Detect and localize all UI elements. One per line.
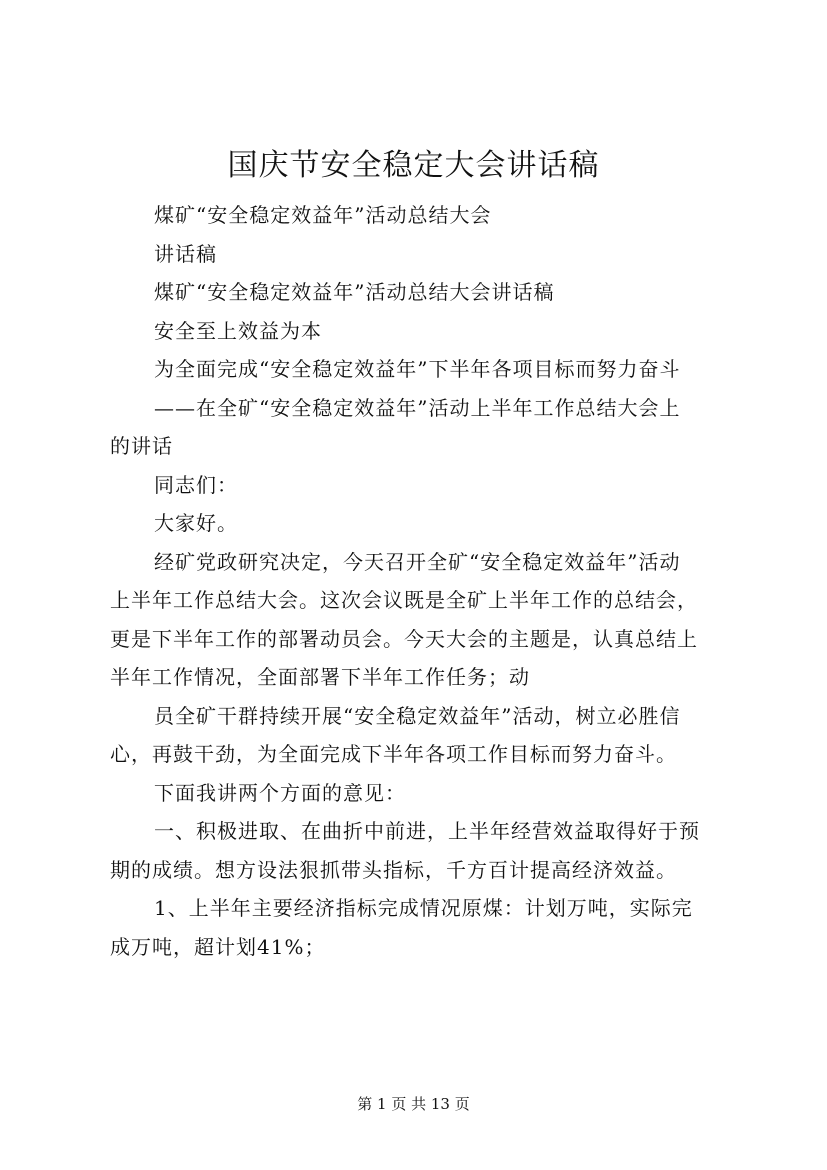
body-line: 为全面完成“安全稳定效益年”下半年各项目标而努力奋斗 [154,357,681,381]
body-line: 的讲话 [110,434,173,458]
body-line: 煤矿“安全稳定效益年”活动总结大会讲话稿 [154,280,555,304]
document-title: 国庆节安全稳定大会讲话稿 [227,148,600,183]
body-line: 同志们： [154,472,238,497]
body-line: 1、上半年主要经济指标完成情况原煤：计划万吨，实际完 [154,896,693,920]
body-line: 下面我讲两个方面的意见： [154,780,406,805]
body-line: 心，再鼓干劲，为全面完成下半年各项工作目标而努力奋斗。 [110,742,677,766]
body-line: 安全至上效益为本 [154,318,322,343]
body-line: 讲话稿 [154,241,217,266]
body-line: 经矿党政研究决定，今天召开全矿“安全稳定效益年”活动 [154,549,681,574]
body-line: 更是下半年工作的部署动员会。今天大会的主题是，认真总结上 [110,626,698,651]
body-line: 上半年工作总结大会。这次会议既是全矿上半年工作的总结会， [110,588,698,612]
body-line: 一、积极进取、在曲折中前进，上半年经营效益取得好于预 [154,819,700,843]
document-body [110,196,722,966]
body-line: 成万吨，超计划41%； [110,934,326,959]
body-line: 大家好。 [154,511,238,535]
page-footer: 第 1 页 共 13 页 [357,1095,470,1113]
body-line: ——在全矿“安全稳定效益年”活动上半年工作总结大会上 [154,395,681,420]
body-line: 期的成绩。想方设法狠抓带头指标，千方百计提高经济效益。 [110,857,677,882]
body-line: 煤矿“安全稳定效益年”活动总结大会 [154,203,492,227]
body-line: 员全矿干群持续开展“安全稳定效益年”活动，树立必胜信 [154,703,681,728]
body-line: 半年工作情况，全面部署下半年工作任务；动 [110,665,530,689]
